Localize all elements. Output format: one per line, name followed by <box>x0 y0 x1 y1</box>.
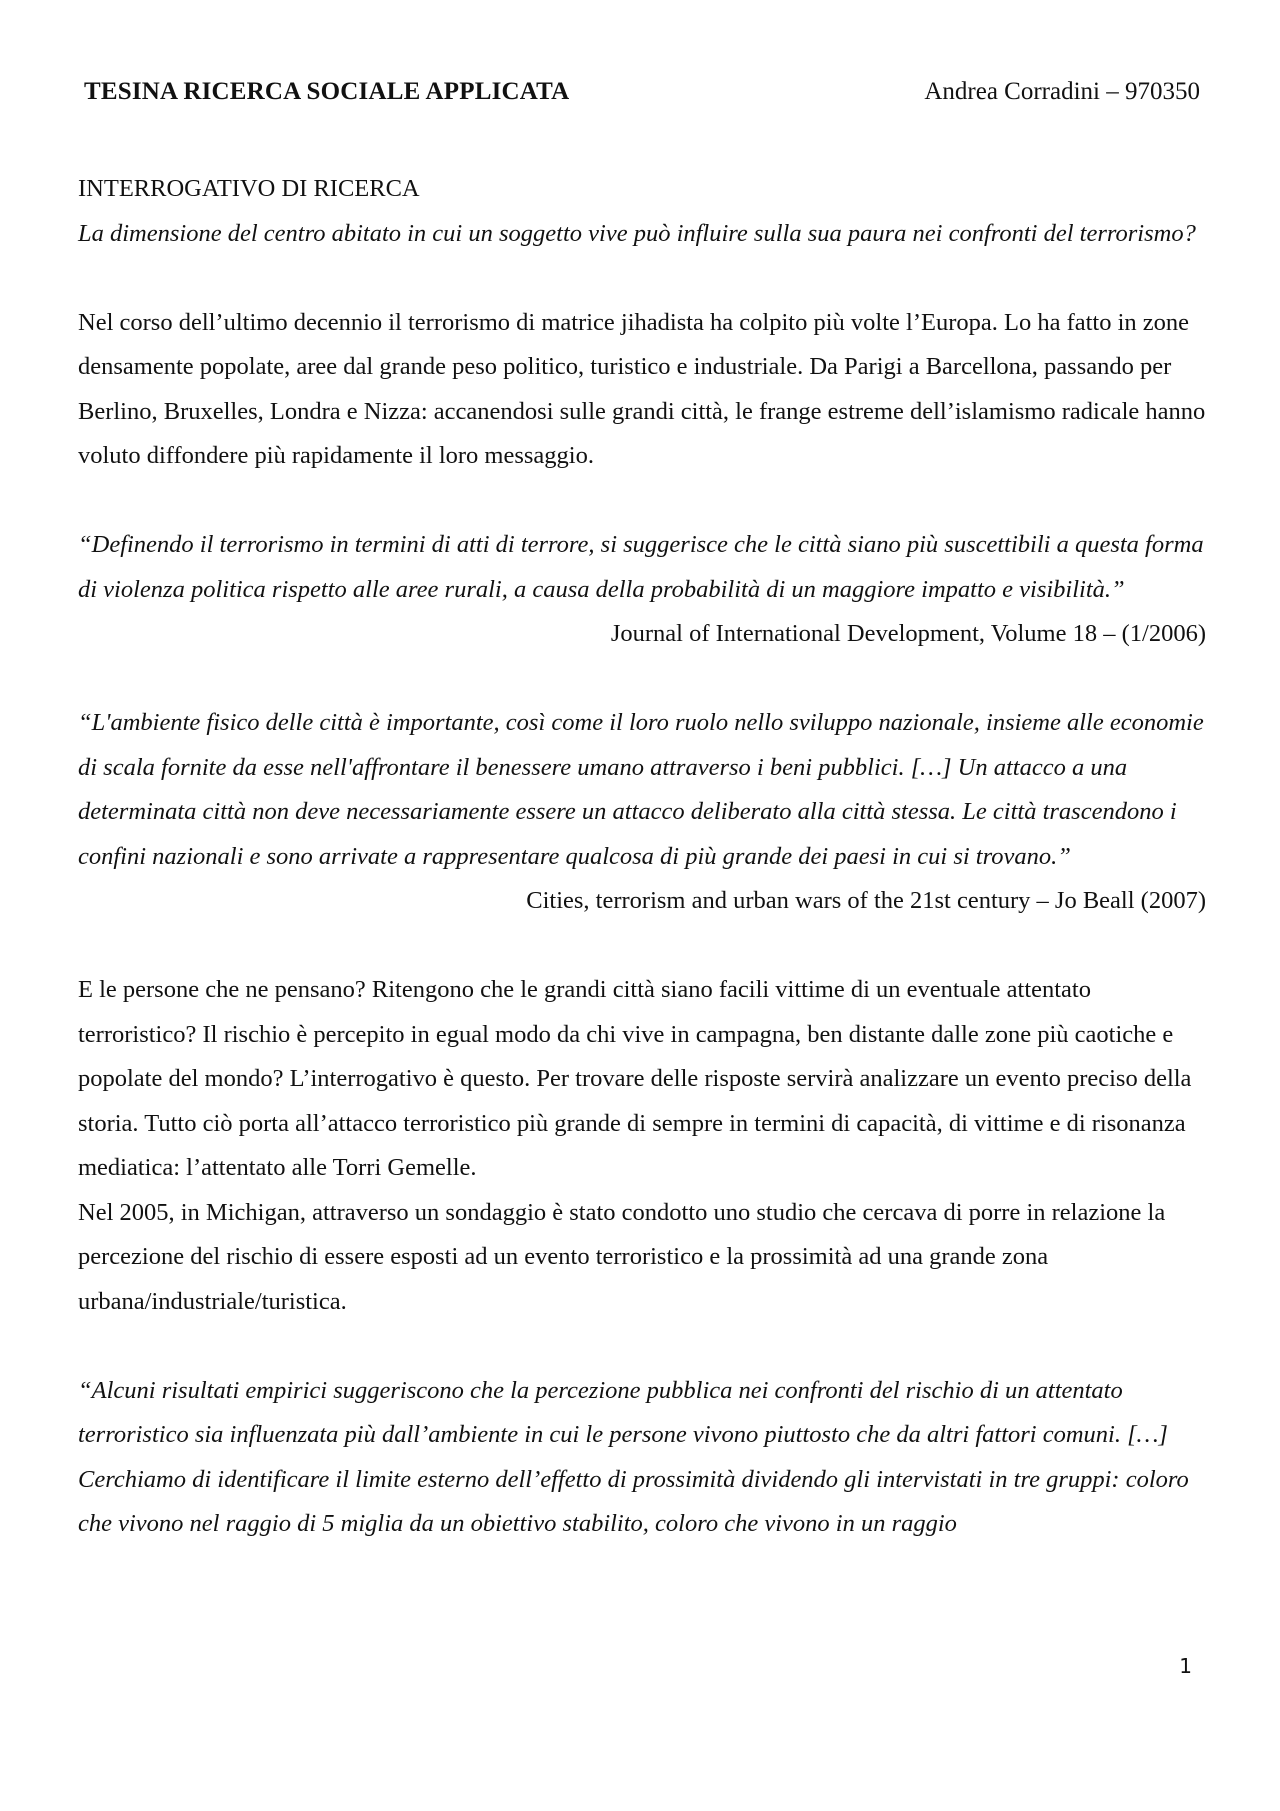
quote-beall: “L'ambiente fisico delle città è importante, così come il loro ruolo nello sviluppo nazionale, insieme alle economie di scala fornite da esse nell'affrontare il benessere umano attraverso i beni pubblici. […] Un attacco a una determinata città non deve necessariamente essere un attacco deliberato alla città stessa. Le città trascendono i confini nazionali e sono arrivate a rappresentare qualcosa di più grande dei paesi in cui si trovano.” <box>78 709 1204 870</box>
document-body <box>78 167 1208 1547</box>
author-line: Andrea Corradini – 970350 <box>924 78 1200 105</box>
quote-beall-source: Cities, terrorism and urban wars of the 21st century – Jo Beall (2007) <box>526 887 1206 914</box>
paragraph-spacer <box>78 479 1208 524</box>
paragraph-spacer <box>78 256 1208 301</box>
document-title: TESINA RICERCA SOCIALE APPLICATA <box>84 78 570 105</box>
intro-paragraph: Nel corso dell’ultimo decennio il terrorismo di matrice jihadista ha colpito più volte l’Europa. Lo ha fatto in zone densamente popolate, aree dal grande peso politico, turistico e industriale. Da Parigi a Barcellona, passando per Berlino, Bruxelles, Londra e Nizza: accanendosi sulle grandi città, le frange estreme dell’islamismo radicale hanno voluto diffondere più rapidamente il loro messaggio. <box>78 308 1206 469</box>
quote-journal: “Definendo il terrorismo in termini di atti di terrore, si suggerisce che le città siano più suscettibili a questa forma di violenza politica rispetto alle aree rurali, a causa della probabilità di un maggiore impatto e visibilità.” <box>78 531 1204 603</box>
page-number: 1 <box>1179 1654 1192 1678</box>
research-question-heading: INTERROGATIVO DI RICERCA <box>78 175 420 202</box>
paragraph-spacer <box>78 1324 1208 1369</box>
research-question: La dimensione del centro abitato in cui un soggetto vive può influire sulla sua paura nei confronti del terrorismo? <box>78 219 1196 247</box>
michigan-paragraph: Nel 2005, in Michigan, attraverso un sondaggio è stato condotto uno studio che cercava di porre in relazione la percezione del rischio di essere esposti ad un evento terroristico e la prossimità ad una grande zona urbana/industriale/turistica. <box>78 1198 1166 1315</box>
quote-michigan-study: “Alcuni risultati empirici suggeriscono che la percezione pubblica nei confronti del rischio di un attentato terroristico sia influenzata più dall’ambiente in cui le persone vivono piuttosto che da altri fattori comuni. […] Cerchiamo di identificare il limite esterno dell’effetto di prossimità dividendo gli intervistati in tre gruppi: coloro che vivono nel raggio di 5 miglia da un obiettivo stabilito, coloro che vivono in un raggio <box>78 1376 1189 1537</box>
quote-journal-source: Journal of International Development, Volume 18 – (1/2006) <box>610 620 1206 647</box>
paragraph-spacer <box>78 657 1208 702</box>
questions-paragraph: E le persone che ne pensano? Ritengono che le grandi città siano facili vittime di un eventuale attentato terroristico? Il rischio è percepito in egual modo da chi vive in campagna, ben distante dalle zone più caotiche e popolate del mondo? L’interrogativo è questo. Per trovare delle risposte servirà analizzare un evento preciso della storia. Tutto ciò porta all’attacco terroristico più grande di sempre in termini di capacità, di vittime e di risonanza mediatica: l’attentato alle Torri Gemelle. <box>78 976 1192 1181</box>
paragraph-spacer <box>78 924 1208 969</box>
